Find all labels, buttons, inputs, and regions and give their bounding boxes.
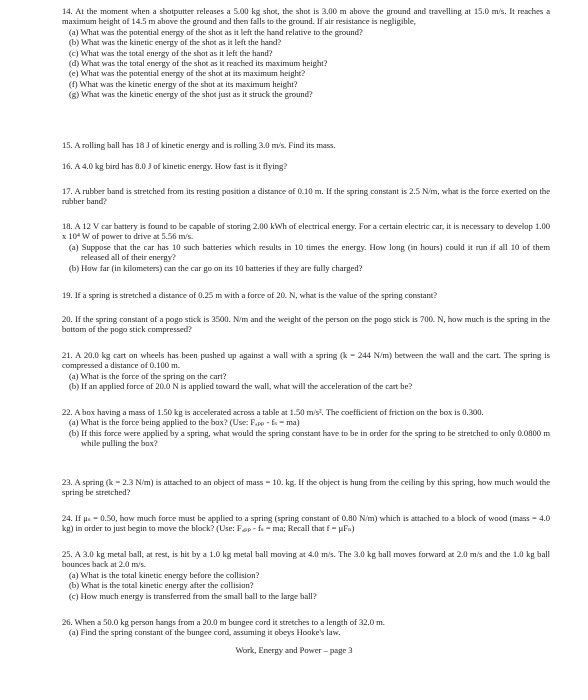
question-26 [62,617,550,638]
question-part: (d) What was the total energy of the shot as it reached its maximum height? [69,58,328,69]
page-footer: Work, Energy and Power – page 3 [235,645,353,655]
question-text: 17. A rubber band is stretched from its resting position a distance of 0.10 m. If the spring constant is 2.5 N/m, what is the force exerted on the rubber band? [62,186,550,207]
question-text: 24. If μₛ = 0.50, how much force must be applied to a spring (spring constant of 0.80 N/m) which is attached to a block of wood (mass = 4.0 kg) in order to just begin to move the block? (Use: Fₐₚₚ - fₛ = ma; Recall that f = μFₙ) [62,513,550,534]
question-16 [62,161,550,171]
question-part: (a) What is the total kinetic energy before the collision? [69,569,260,580]
question-text: 20. If the spring constant of a pogo stick is 3500. N/m and the weight of the person on the pogo stick is 700. N, how much is the spring in the bottom of the pogo stick compressed? [62,314,550,335]
question-text: 25. A 3.0 kg metal ball, at rest, is hit by a 1.0 kg metal ball moving at 4.0 m/s. The 3.0 kg ball moves forward at 2.0 m/s and the 1.0 kg ball bounces back at 2.0 m/s. [62,549,550,570]
question-part: (f) What was the kinetic energy of the shot at its maximum height? [69,78,298,89]
question-17 [62,186,550,207]
question-24 [62,513,550,534]
question-text: 16. A 4.0 kg bird has 8.0 J of kinetic energy. How fast is it flying? [62,161,288,171]
question-part: (a) Suppose that the car has 10 such batteries which results in 10 times the energy. How long (in hours) could it run if all 10 of them released all of their energy? [69,241,550,263]
question-14 [62,6,550,100]
question-part: (b) What is the total kinetic energy after the collision? [69,580,254,591]
question-part: (c) How much energy is transferred from the small ball to the large ball? [69,590,317,601]
question-text: 19. If a spring is stretched a distance of 0.25 m with a force of 20. N, what is the value of the spring constant? [62,290,438,300]
question-22 [62,407,550,449]
question-part: (b) How far (in kilometers) can the car go on its 10 batteries if they are fully charged? [69,262,363,273]
question-part: (e) What was the potential energy of the shot at its maximum height? [69,68,306,79]
question-text: 23. A spring (k = 2.3 N/m) is attached to an object of mass = 10. kg. If the object is hung from the ceiling by this spring, how much would the spring be stretched? [62,477,550,498]
question-part: (b) What was the kinetic energy of the shot as it left the hand? [69,37,282,48]
question-part: (a) What is the force being applied to the box? (Use: Fₐₚₚ - fₛ = ma) [69,417,300,428]
question-text: 22. A box having a mass of 1.50 kg is accelerated across a table at 1.50 m/s². The coefficient of friction on the box is 0.300. [62,407,484,417]
question-text: 26. When a 50.0 kg person hangs from a 20.0 m bungee cord it stretches to a length of 32.0 m. [62,617,385,627]
question-part: (a) What was the potential energy of the shot as it left the hand relative to the ground? [69,26,363,37]
question-20 [62,314,550,335]
question-part: (g) What was the kinetic energy of the shot just as it struck the ground? [69,89,313,100]
question-part: (a) Find the spring constant of the bungee cord, assuming it obeys Hooke's law. [69,627,341,638]
question-part: (a) What is the force of the spring on the cart? [69,370,227,381]
question-part: (b) If this force were applied by a spring, what would the spring constant have to be in order for the spring to be stretched to only 0.0800 m while pulling the box? [69,427,550,449]
question-text: 15. A rolling ball has 18 J of kinetic energy and is rolling 3.0 m/s. Find its mass. [62,140,336,150]
question-15 [62,140,550,150]
question-25 [62,549,550,601]
question-23 [62,477,550,498]
question-21 [62,350,550,392]
question-18 [62,221,550,273]
question-part: (c) What was the total energy of the shot as it left the hand? [69,47,273,58]
question-19 [62,290,550,300]
question-text: 18. A 12 V car battery is found to be capable of storing 2.00 kWh of electrical energy. For a certain electric car, it is necessary to develop 1.00 x 10⁴ W of power to drive at 5.56 m/s. [62,221,550,242]
question-text: 14. At the moment when a shotputter releases a 5.00 kg shot, the shot is 3.00 m above the ground and travelling at 15.0 m/s. It reaches a maximum height of 14.5 m above the ground and then falls to the ground. If air resistance is negligible, [62,6,550,27]
question-text: 21. A 20.0 kg cart on wheels has been pushed up against a wall with a spring (k = 244 N/m) between the wall and the cart. The spring is compressed a distance of 0.100 m. [62,350,550,371]
question-part: (b) If an applied force of 20.0 N is applied toward the wall, what will the acceleration of the cart be? [69,381,413,392]
